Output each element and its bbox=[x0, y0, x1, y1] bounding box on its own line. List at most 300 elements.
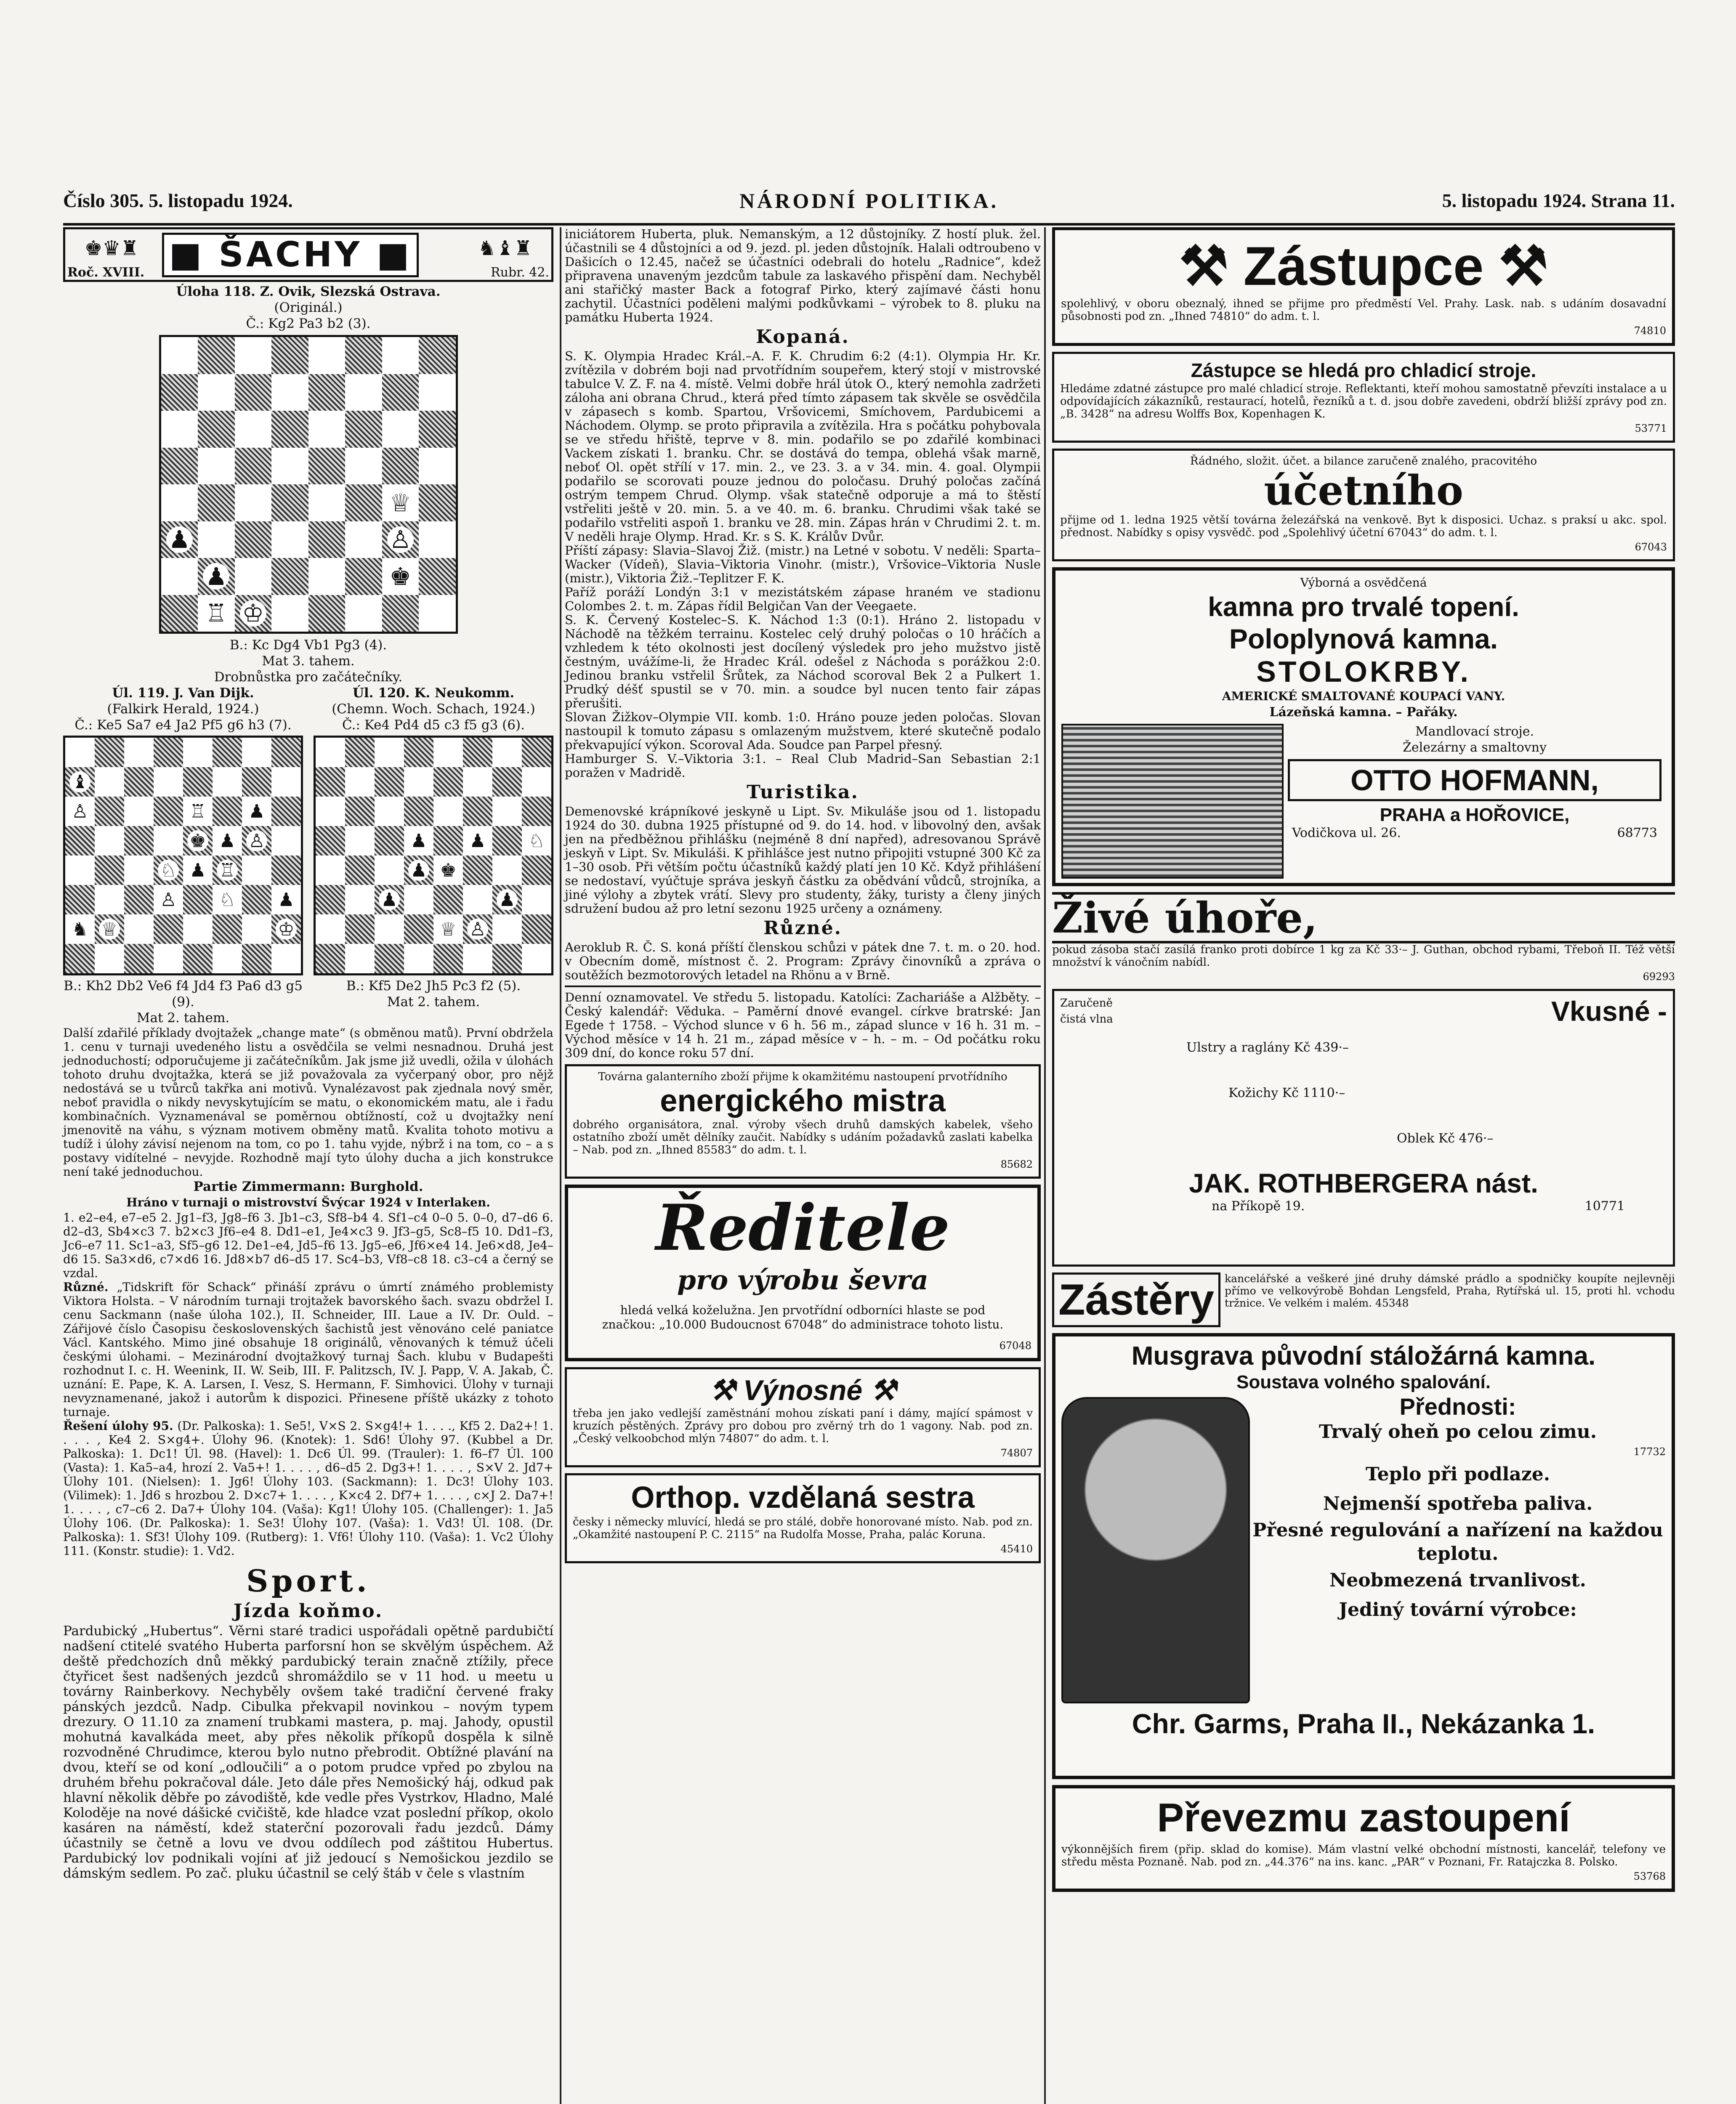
board-square bbox=[154, 767, 183, 797]
ad-eels bbox=[1052, 892, 1675, 985]
ad-accountant-body: přijme od 1. ledna 1925 větší továrna železářská na venkově. Byt k disposici. Uchaz. s praksí u akc. spol. přednost. Nabídky s opisy vysvědč. pod „Spolehlivý účetní 67043“ do adm. t. l. bbox=[1060, 514, 1667, 539]
chess-rubric-header bbox=[63, 227, 553, 282]
game-title: Partie Zimmermann: Burghold. bbox=[193, 1179, 423, 1194]
board-square bbox=[213, 738, 242, 767]
ad-lucrative-title: ⚒ Výnosné ⚒ bbox=[709, 1374, 896, 1406]
ad-stoves-side1: Mandlovací stroje. bbox=[1415, 724, 1534, 739]
board-square bbox=[271, 374, 308, 411]
board-square bbox=[65, 738, 95, 767]
ad-clothing-item3: Oblek Kč 476·– bbox=[1397, 1131, 1494, 1146]
board-square bbox=[242, 767, 271, 797]
board-square bbox=[183, 944, 213, 973]
board-square bbox=[271, 738, 301, 767]
board-square bbox=[404, 885, 433, 914]
football-nachod: S. K. Červený Kostelec–S. K. Náchod 1:3 (0:1). Hráno 2. listopadu v Náchodě na těžkém terrainu. Kostelec celý druhý poločas o 10 hráčích a vzhledem k této okolnosti jest docílený výsledek pro jeho mužstvo jistě čestným, uvážíme-li, že Hradec Král. odešel z Náchoda s porážkou 2:0. Jedinou branku vstřelil Šrůtek, za Náchod scoroval Bek 2 a Pulkert 1. Prudký déšť spustil se v 70. min. a soudce byl nucen tento fair zápas přerušiti. bbox=[565, 613, 1041, 710]
board-square bbox=[492, 797, 522, 826]
board-square bbox=[271, 885, 301, 914]
board-square bbox=[404, 797, 433, 826]
problem-120-white: B.: Kf5 De2 Jh5 Pc3 f2 (5). bbox=[346, 978, 521, 994]
chess-pieces-icon: ♚♛♜ bbox=[84, 236, 139, 260]
problem-119-src: (Falkirk Herald, 1924.) bbox=[107, 701, 259, 717]
chess-intro: Další zdařilé příklady dvojtažek „change mate“ (s obměnou matů). První obdržela 1. cenu v turnaji uvedeného listu a osvědčila se velmi nesnadnou. Druhá jest jednoduchostí; odporučujeme ji začátečníkům. Jak jsme již uvedli, ožila v úlohách tohoto druhu dvojtažka, která se již považovala za vyčerpaný obor, pro nějž nedostává se u tvůrců takřka ani motivů. Vynalézavost pak zjednala nový směr, neboť pravidla o nikdy nevyskytujícím se matu, o ekonomickém matu, ale i řadu kombinačních. Vyznamenával se poměrnou obtížností, což u dvojtažky není jmenovitě na váhu, s význam motivem obměny matů. Kvalita tohoto motivu a tudíž i úlohy závisí nejenom na tom, co po 1. tahu vyjde, nýbrž i na tom, co – a s postavy vidítelné – nevyjde. Rozhodně mají tyto úlohy ducha a jich konstrukce není také jednoduchou. bbox=[63, 1026, 553, 1179]
chess-piece-icon: ♕ bbox=[387, 489, 414, 516]
board-square bbox=[316, 855, 345, 885]
board-square bbox=[419, 484, 456, 521]
board-square bbox=[242, 914, 271, 944]
masthead-title: NÁRODNÍ POLITIKA. bbox=[739, 189, 999, 213]
header-issue: Číslo 305. 5. listopadu 1924. bbox=[63, 190, 293, 211]
chess-piece-icon: ♟ bbox=[497, 889, 518, 910]
tourism-article: Demenovské krápníkové jeskyně u Lipt. Sv. Mikuláše jsou od 1. listopadu 1924 do 30. dubna 1925 přístupné od 9. do 14. hod. v libovolný den, avšak jen na předběžnou přihlášku (nejméně 8 dní napřed), adresovanou Správě jeskyň v Lipt. Sv. Mikuláši. K přihlášce jest nutno připojiti vstupné 300 Kč za 1–30 osob. Při větším počtu účastníků každý platí jen 10 Kč. Když přihlášení se nedostaví, vyúčtuje správa jeskyň částku za obědvání vůdců, strojníka, a jiné výlohy a zbytek vrátí. Slevy pro studenty, žáky, turisty a členy jiných sdružení budou až pro letní sezonu 1925 určeny a oznámeny. bbox=[565, 804, 1041, 916]
problem-120-heading: Úl. 120. K. Neukomm. bbox=[352, 685, 515, 701]
board-square bbox=[161, 595, 198, 632]
problem-118-mate: Mat 3. tahem. bbox=[262, 654, 355, 669]
ad-lucrative-code: 74807 bbox=[1000, 1447, 1033, 1459]
chess-piece-icon: ♟ bbox=[408, 830, 429, 851]
ad-nurse-code: 45410 bbox=[1000, 1543, 1033, 1555]
board-square bbox=[316, 797, 345, 826]
ad-directors-body: hledá velká koželužna. Jen prvotřídní odborníci hlaste se pod značkou: „10.000 Budoucnost 67048“ do administrace tohoto listu. bbox=[602, 1303, 1004, 1331]
board-square bbox=[463, 797, 492, 826]
ad-eels-code: 69293 bbox=[1643, 971, 1675, 983]
chess-piece-icon: ♘ bbox=[526, 830, 547, 851]
board-square bbox=[308, 558, 346, 595]
problem-120 bbox=[314, 685, 553, 1026]
problem-120-src: (Chemn. Woch. Schach, 1924.) bbox=[332, 701, 535, 717]
board-square bbox=[154, 885, 183, 914]
board-square bbox=[242, 855, 271, 885]
board-square bbox=[433, 885, 463, 914]
ad-cooling bbox=[1052, 352, 1675, 443]
chess-piece-icon: ♚ bbox=[438, 860, 459, 881]
board-square bbox=[65, 885, 95, 914]
ad-musgrave-item1: Trvalý oheň po celou zimu. bbox=[1319, 1421, 1597, 1443]
misc-heading: Různé. bbox=[763, 917, 842, 939]
column-chess-sport bbox=[63, 227, 553, 2104]
board-square bbox=[161, 374, 198, 411]
ad-nurse bbox=[565, 1473, 1041, 1563]
chess-piece-icon: ♟ bbox=[246, 801, 267, 822]
board-square bbox=[375, 885, 404, 914]
board-square bbox=[235, 521, 272, 558]
board-square bbox=[95, 855, 124, 885]
board-square bbox=[433, 797, 463, 826]
page-header bbox=[63, 185, 1675, 226]
board-square bbox=[375, 914, 404, 944]
problem-118-heading: Úloha 118. Z. Ovik, Slezská Ostrava. bbox=[176, 284, 441, 299]
board-square bbox=[271, 914, 301, 944]
chess-piece-icon: ♙ bbox=[246, 830, 267, 851]
board-square bbox=[382, 448, 419, 485]
board-square bbox=[492, 738, 522, 767]
board-square bbox=[492, 944, 522, 973]
hubertus-article: Pardubický „Hubertus“. Věrni staré tradici uspořádali opětně pardubičtí nadšení ctitelé svatého Huberta parforsní hon se skvělým úspěchem. Až deště předchozích dnů měkký pardubický terain značně ztížily, přece čtyřicet šest nadšených jezdců shromáždilo se v 11 hod. u meetu u továrny Rainberkovy. Nechyběly ovšem také tradiční červené fraky pánských jezdců. Nadp. Cibulka překvapil novinkou – novým typem drezury. O 11.10 za znamení trubkami mastera, p. maj. Jahody, opustil mohutná kavalkáda meet, aby přes několik příkopů dospěla k silně rozvodněné Chrudimce, kterou bylo nutno přebrodit. Obtížné plavání na dvou, kteří se od koní „odloučili“ a o potom prudce vpřed po zbylou na druhém břehu pokračoval dále. Jeto dále přes Nemošický háj, odkud pak hlavní několik děbře po závodiště, kde vedle přes Vystrkov, Hladno, Malé Koloděje na nové dášické cvičiště, kde hladce vzat poslední příkop, okolo kasáren na náměstí, kdež staterční pozorovali řadu jezdců. Dámy účastnily se četně a lovu ve dvou oddílech pod záštitou Hubertus. Pardubický lov podnikali vojíni ať již jedoucí s Nemošickou jezdilo se dámským sedlem. Po zač. pluku účastnil se celý štáb v čele s vlastním bbox=[63, 1623, 553, 1881]
board-square bbox=[375, 855, 404, 885]
beginners-heading: Drobnůstka pro začátečníky. bbox=[214, 669, 403, 685]
board-square bbox=[492, 855, 522, 885]
board-square bbox=[433, 914, 463, 944]
chess-piece-icon: ♖ bbox=[217, 860, 238, 881]
game-subtitle: Hráno v turnaji o mistrovství Švýcar 1924 v Interlaken. bbox=[126, 1195, 490, 1209]
ad-representative-body: spolehlivý, v oboru obeznalý, ihned se přijme pro předměstí Vel. Prahy. Lask. nab. s udáním dosavadní působnosti pod zn. „Ihned 74810“ do adm. t. l. bbox=[1061, 298, 1666, 323]
board-square bbox=[382, 411, 419, 448]
board-square bbox=[375, 797, 404, 826]
board-square bbox=[433, 826, 463, 855]
chess-piece-icon: ♟ bbox=[276, 889, 297, 910]
board-square bbox=[404, 826, 433, 855]
ad-musgrave-list bbox=[1250, 1393, 1666, 1703]
board-square bbox=[271, 797, 301, 826]
ad-nurse-body: česky i německy mluvící, hledá se pro stálé, dobře honorované místo. Nab. pod zn. „Okamžité nastoupení P. C. 2115“ na Rudolfa Mosse, Praha, palác Koruna. bbox=[573, 1516, 1033, 1541]
board-square bbox=[492, 885, 522, 914]
chess-piece-icon: ♔ bbox=[240, 600, 266, 627]
ad-foreman bbox=[565, 1064, 1041, 1179]
ad-representative-title: ⚒ Zástupce ⚒ bbox=[1179, 235, 1548, 297]
ad-representation-title: Převezmu zastoupení bbox=[1157, 1795, 1570, 1840]
chess-title: ■ ŠACHY ■ bbox=[162, 233, 419, 277]
chess-piece-icon: ♔ bbox=[276, 919, 297, 940]
football-slovan: Slovan Žižkov–Olympie VII. komb. 1:0. Hráno pouze jeden poločas. Slovan nastoupil k tomuto zápasu s omlazeným mužstvem, které skutečně podalo překvapující výkon. Scoroval Ada. Soudce pan Parpel přesný. bbox=[565, 710, 1041, 752]
board-square bbox=[522, 738, 551, 767]
chess-piece-icon: ♚ bbox=[387, 563, 414, 590]
stove-illustration bbox=[1061, 724, 1284, 879]
board-square bbox=[235, 337, 272, 374]
ad-stoves-city: PRAHA a HOŘOVICE, bbox=[1380, 805, 1570, 825]
board-square bbox=[345, 595, 382, 632]
problem-119-mate: Mat 2. tahem. bbox=[136, 1010, 230, 1025]
board-square bbox=[242, 944, 271, 973]
board-square bbox=[161, 558, 198, 595]
ad-foreman-body: dobrého organisátora, znal. výroby všech druhů damských kabelek, všeho ostatního zboží umět dělníky zaučit. Nabídky s udáním požadavků zaslati kabelka – Nab. pod zn. „Ihned 85583“ do adm. t. l. bbox=[573, 1118, 1033, 1156]
chess-piece-icon: ♚ bbox=[187, 830, 208, 851]
board-square bbox=[419, 595, 456, 632]
board-square bbox=[345, 448, 382, 485]
board-square bbox=[433, 767, 463, 797]
ad-musgrave-item3: Nejmenší spotřeba paliva. bbox=[1323, 1493, 1593, 1514]
board-square bbox=[345, 558, 382, 595]
board-square bbox=[183, 885, 213, 914]
ad-accountant-code: 67043 bbox=[1635, 541, 1667, 553]
chessboard-118 bbox=[159, 335, 458, 634]
board-square bbox=[124, 885, 154, 914]
board-square bbox=[419, 521, 456, 558]
ad-representative-code: 74810 bbox=[1634, 325, 1666, 337]
board-square bbox=[95, 797, 124, 826]
chess-piece-icon: ♟ bbox=[217, 830, 238, 851]
ad-foreman-top: Továrna galanterního zboží přijme k okamžitému nastoupení prvotřídního bbox=[598, 1071, 1008, 1083]
board-square bbox=[271, 595, 308, 632]
board-square bbox=[419, 448, 456, 485]
ad-representation-code: 53768 bbox=[1633, 1870, 1666, 1882]
board-square bbox=[124, 826, 154, 855]
board-square bbox=[198, 374, 235, 411]
board-square bbox=[316, 738, 345, 767]
board-square bbox=[183, 914, 213, 944]
board-square bbox=[183, 797, 213, 826]
board-square bbox=[183, 855, 213, 885]
board-square bbox=[271, 558, 308, 595]
ad-stoves-title2: Poloplynová kamna. bbox=[1229, 623, 1498, 654]
board-square bbox=[242, 738, 271, 767]
board-square bbox=[345, 797, 375, 826]
board-square bbox=[308, 484, 346, 521]
board-square bbox=[271, 855, 301, 885]
board-square bbox=[382, 595, 419, 632]
board-square bbox=[433, 855, 463, 885]
board-square bbox=[154, 826, 183, 855]
board-square bbox=[308, 337, 346, 374]
board-square bbox=[375, 944, 404, 973]
board-square bbox=[463, 855, 492, 885]
board-square bbox=[124, 855, 154, 885]
board-square bbox=[433, 738, 463, 767]
ad-aprons-body: kancelářské a veškeré jiné druhy dámské prádlo a spodničky koupíte nejlevněji přímo ve velkovýrobě Bohdan Lengsfeld, Praha, Rytířská ul. 15, proti hl. vchodu tržnice. Ve velkém i malém. 45348 bbox=[1225, 1272, 1675, 1309]
chess-piece-icon: ♖ bbox=[203, 600, 229, 627]
board-square bbox=[463, 826, 492, 855]
ad-stoves-sub: AMERICKÉ SMALTOVANÉ KOUPACÍ VANY. bbox=[1222, 689, 1505, 703]
board-square bbox=[522, 914, 551, 944]
ad-clothing-addr: na Příkopě 19. 10771 bbox=[1212, 1199, 1625, 1214]
problem-119 bbox=[63, 685, 303, 1026]
board-square bbox=[198, 558, 235, 595]
volume-label: Roč. XVIII. bbox=[67, 265, 145, 280]
board-square bbox=[316, 826, 345, 855]
board-square bbox=[419, 374, 456, 411]
column-ads bbox=[1052, 227, 1675, 2104]
chess-piece-icon: ♟ bbox=[187, 860, 208, 881]
board-square bbox=[161, 484, 198, 521]
board-square bbox=[345, 855, 375, 885]
board-square bbox=[316, 914, 345, 944]
ad-stoves bbox=[1052, 567, 1675, 886]
board-square bbox=[271, 411, 308, 448]
ad-eels-title: Živé úhoře, bbox=[1052, 892, 1675, 943]
board-square bbox=[382, 521, 419, 558]
board-square bbox=[345, 885, 375, 914]
ad-directors bbox=[565, 1185, 1041, 1361]
football-olympia: S. K. Olympia Hradec Král.–A. F. K. Chrudim 6:2 (4:1). Olympia Hr. Kr. zvítězila v dobrém boji nad prvotřídním soupeřem, který stojí v mistrovské tabulce V. Z. F. na 4. místě. Velmi dobře hrál útok O., který nemohla zadržeti záloha ani obrana Chrud., která před tímto zápasem tak skvěle se osvědčila v zápasech s komb. Spartou, Vršovicemi, Smíchovem, Pardubicemi a Náchodem. Olymp. se proto připravila a zvítězila. Hra s počátku pohybovala se ve středu hřiště, teprve v 8. min. podařilo se po zdařilé kombinaci Vackem získati 1. branku. Chr. se dostává do tempa, oblehá však marně, neboť Ol. opět střílí v 17. min. 2., ve 23. 3. a v 34. min. 4. goal. Olympii podařilo se scorovati pouze jednou do poločasu. Druhý poločas začíná ostrým tempem Chrud. Olymp. však statečně odporuje a má to štěstí vstřeliti ještě v 20. min. 5. a ve 40. m. 6. branku. Chrudimi však také se podařilo vstřeliti aspoň 1. branku ve 28. min. Zápas hrán v Chrudimi 2. t. m. V neděli hraje Olymp. Hrad. Kr. s S. K. Králův Dvůr. bbox=[565, 349, 1041, 544]
board-square bbox=[404, 914, 433, 944]
ad-stoves-title1: kamna pro trvalé topení. bbox=[1208, 592, 1519, 622]
board-square bbox=[161, 521, 198, 558]
sport-heading: Sport. bbox=[246, 1563, 370, 1599]
board-square bbox=[198, 337, 235, 374]
chess-piece-icon: ♙ bbox=[158, 889, 179, 910]
board-square bbox=[271, 448, 308, 485]
ad-stoves-side2: Železárny a smaltovny bbox=[1403, 740, 1547, 755]
board-square bbox=[345, 411, 382, 448]
board-square bbox=[213, 885, 242, 914]
board-square bbox=[154, 738, 183, 767]
board-square bbox=[198, 521, 235, 558]
chessboard-120 bbox=[314, 736, 553, 975]
ad-clothing-title: Vkusné - bbox=[1551, 996, 1667, 1027]
board-square bbox=[124, 914, 154, 944]
board-square bbox=[375, 767, 404, 797]
board-square bbox=[316, 944, 345, 973]
board-square bbox=[124, 944, 154, 973]
board-square bbox=[345, 826, 375, 855]
chess-piece-icon: ♟ bbox=[203, 563, 229, 590]
problem-118-orig: (Originál.) bbox=[274, 300, 343, 315]
board-square bbox=[154, 797, 183, 826]
ad-accountant-top: Řádného, složit. účet. a bilance zaručeně znalého, pracovitého bbox=[1190, 455, 1537, 468]
board-square bbox=[213, 944, 242, 973]
board-square bbox=[404, 738, 433, 767]
board-square bbox=[404, 944, 433, 973]
board-square bbox=[419, 411, 456, 448]
ad-musgrave-item5: Neobmezená trvanlivost. bbox=[1329, 1570, 1586, 1591]
ad-representative bbox=[1052, 227, 1675, 346]
football-paris: Paříž poráží Londýn 3:1 v mezistátském zápase hraném ve stadionu Colombes 2. t. m. Zápas řídil Belgičan Van der Veegaete. bbox=[565, 585, 1041, 613]
board-square bbox=[382, 558, 419, 595]
ad-nurse-title: Orthop. vzdělaná sestra bbox=[631, 1481, 975, 1514]
board-square bbox=[492, 767, 522, 797]
board-square bbox=[161, 337, 198, 374]
chess-misc-text: „Tidskrift för Schack“ přináší zprávu o úmrtí známého problemisty Viktora Holsta. – V národním turnaji trojtažek bavorského šach. svazu obdržel I. cenu Sackmann (naše úloha 102.), II. Schneider, III. Laue a IV. Dr. Ould. – Zářijové číslo Časopisu československých šachistů jest věnováno celé paniatce Václ. Kantského. Mimo jiné obsahuje 18 originálů, věnovaných k témuž účeli českými úlohami. – Mezinárodní dvojtažkový turnaj Šach. klubu v Budapešti rozhodnut I. c. H. Weenink, II. W. Seib, III. F. Palitzsch, IV. J. Papp, V. A. Jakab, Č. uznání: E. Pape, K. A. Larsen, I. Vesz, S. Hermann, F. Simhovici. Úlohy v turnaji nevyznamenané, jakož i autorům k dispozici. Přinesene příště ukázky z tohoto turnaje. bbox=[63, 1280, 554, 1419]
board-square bbox=[522, 885, 551, 914]
ad-cooling-body: Hledáme zdatné zástupce pro malé chladicí stroje. Reflektanti, kteří mohou samostatně převzíti instalace a u odpovídajících zákazníků, restaurací, hotelů, řezníků a t. d. jsou dobře zavedeni, obdrží bližší zprávy pod zn. „B. 3428“ na adresu Wolffs Box, Kopenhagen K. bbox=[1060, 383, 1667, 420]
chess-piece-icon: ♟ bbox=[408, 860, 429, 881]
board-square bbox=[65, 767, 95, 797]
rubric-number: Rubr. 42. bbox=[491, 265, 549, 280]
board-square bbox=[522, 826, 551, 855]
board-square bbox=[308, 374, 346, 411]
board-square bbox=[154, 944, 183, 973]
chess-solutions bbox=[63, 1419, 553, 1558]
ad-clothing-item1: Ulstry a raglány Kč 439·– bbox=[1186, 1040, 1349, 1055]
chess-piece-icon: ♟ bbox=[379, 889, 400, 910]
board-square bbox=[345, 484, 382, 521]
board-square bbox=[522, 797, 551, 826]
board-square bbox=[95, 914, 124, 944]
board-square bbox=[345, 521, 382, 558]
chess-piece-icon: ♙ bbox=[69, 801, 90, 822]
ad-directors-code: 67048 bbox=[999, 1340, 1031, 1352]
board-square bbox=[213, 855, 242, 885]
board-square bbox=[463, 767, 492, 797]
board-square bbox=[308, 448, 346, 485]
ad-foreman-code: 85682 bbox=[1000, 1158, 1033, 1170]
football-upcoming: Příští zápasy: Slavia–Slavoj Žiž. (mistr.) na Letné v sobotu. V neděli: Sparta–Wacker (Vídeň), Slavia–Viktoria Vinohr. (mistr.), Vršovice–Viktoria Nusle (mistr.), Viktoria Žiž.–Teplitzer F. K. bbox=[565, 543, 1041, 585]
ad-musgrave-title: Musgrava původní stáložárná kamna. bbox=[1131, 1342, 1596, 1371]
board-square bbox=[308, 521, 346, 558]
board-square bbox=[161, 411, 198, 448]
board-square bbox=[271, 767, 301, 797]
chess-piece-icon: ♕ bbox=[99, 919, 120, 940]
board-square bbox=[183, 767, 213, 797]
chess-piece-icon: ♕ bbox=[438, 919, 459, 940]
board-square bbox=[124, 767, 154, 797]
ad-musgrave bbox=[1052, 1333, 1675, 1779]
problem-118-black: Č.: Kg2 Pa3 b2 (3). bbox=[246, 316, 371, 331]
board-square bbox=[65, 914, 95, 944]
ad-clothing-head bbox=[1060, 995, 1667, 1027]
board-square bbox=[345, 374, 382, 411]
board-square bbox=[345, 944, 375, 973]
board-square bbox=[213, 797, 242, 826]
board-square bbox=[522, 767, 551, 797]
ad-musgrave-code: 17732 bbox=[1633, 1446, 1666, 1458]
board-square bbox=[382, 484, 419, 521]
football-heading: Kopaná. bbox=[756, 326, 850, 348]
problem-120-black: Č.: Ke4 Pd4 d5 c3 f5 g3 (6). bbox=[342, 717, 525, 733]
ad-accountant bbox=[1052, 449, 1675, 561]
ad-representation bbox=[1052, 1785, 1675, 1892]
ad-lucrative-body: třeba jen jako vedlejší zaměstnání mohou získati paní i dámy, mající spámost v kruzích pěstěných. Zprávy pro dobou pro zvěrný trh do 1 vagony. Nab. pod zn. „Český velkoobchod mlýn 74807“ do adm. t. l. bbox=[573, 1407, 1033, 1445]
board-square bbox=[95, 944, 124, 973]
board-square bbox=[124, 738, 154, 767]
chess-piece-icon: ♝ bbox=[69, 771, 90, 792]
board-square bbox=[433, 944, 463, 973]
problem-119-heading: Úl. 119. J. Van Dijk. bbox=[112, 685, 254, 701]
equestrian-heading: Jízda koňmo. bbox=[233, 1600, 383, 1622]
board-square bbox=[95, 885, 124, 914]
daily-calendar: Denní oznamovatel. Ve středu 5. listopadu. Katolíci: Zachariáše a Alžběty. – Český kalendář: Věduka. – Paměrní dnové evangel. církve bratrské: Jan Egede † 1758. – Východ slunce v 6 h. 56 m., západ slunce v 16 h. 31 m. – Východ měsíce v 14 h. 21 m., západ měsíce v – h. – m. – Od počátku roku 309 dní, do konce roku 57 dní. bbox=[565, 990, 1041, 1060]
ad-aprons-title: Zástěry bbox=[1052, 1272, 1220, 1327]
board-square bbox=[316, 767, 345, 797]
ad-stoves-firm bbox=[1284, 724, 1666, 879]
board-square bbox=[271, 521, 308, 558]
ad-stoves-body bbox=[1061, 724, 1666, 879]
board-square bbox=[242, 826, 271, 855]
board-square bbox=[235, 374, 272, 411]
board-square bbox=[345, 767, 375, 797]
chess-piece-icon: ♙ bbox=[467, 919, 488, 940]
ad-musgrave-body bbox=[1061, 1393, 1666, 1703]
chess-piece-icon: ♟ bbox=[166, 526, 193, 553]
board-square bbox=[308, 411, 346, 448]
divider bbox=[565, 986, 1041, 987]
hubertus-continued: iniciátorem Huberta, pluk. Nemanským, a 12 důstojníky. Z hostí pluk. žel. účastnili se 4 důstojníci a od 9. jezd. pl. jeden důstojník. Halali odtroubeno v Dašicích o 12.45, načež se účastníci odebrali do hotelu „Radnice“, kdež připravena unaveným jezdcům tabule za laskavého přispění dam. Nechyběl ani stařičký master Back a fotograf Pirko, který zajímavé části honu zachytil. Účastníci poděleni malými podkůvkami – výrobek to 8. pluku na památku Huberta 1924. bbox=[565, 227, 1041, 324]
ad-representation-body: výkonnějších firem (přip. sklad do komise). Mám vlastní velké obchodní místnosti, kancelář, telefony ve středu města Poznaně. Nab. pod zn. „44.376“ na ins. kanc. „PAR“ v Poznani, Fr. Ratajczka 8. Polsko. bbox=[1061, 1843, 1666, 1868]
board-square bbox=[345, 337, 382, 374]
board-square bbox=[235, 595, 272, 632]
board-square bbox=[492, 914, 522, 944]
board-square bbox=[198, 595, 235, 632]
board-square bbox=[65, 826, 95, 855]
ad-stoves-address: Vodičkova ul. 26. 68773 bbox=[1292, 826, 1657, 840]
chess-misc-title: Různé. bbox=[63, 1280, 109, 1294]
board-square bbox=[463, 944, 492, 973]
board-square bbox=[198, 411, 235, 448]
football-hamburg: Hamburger S. V.–Viktoria 3:1. – Real Club Madrid–San Sebastian 2:1 poražen v Madridě. bbox=[565, 752, 1041, 780]
problem-120-mate: Mat 2. tahem. bbox=[387, 994, 480, 1009]
board-square bbox=[65, 855, 95, 885]
ad-musgrave-firm: Chr. Garms, Praha II., Nekázanka 1. bbox=[1132, 1708, 1595, 1739]
ad-lucrative bbox=[565, 1367, 1041, 1467]
ad-stoves-top: Výborná a osvědčená bbox=[1300, 576, 1427, 590]
board-square bbox=[65, 944, 95, 973]
board-square bbox=[198, 484, 235, 521]
board-square bbox=[213, 767, 242, 797]
board-square bbox=[213, 914, 242, 944]
ad-directors-subtitle: pro výrobu ševra bbox=[677, 1265, 928, 1296]
ad-musgrave-item4: Přesné regulování a nařízení na každou teplotu. bbox=[1252, 1520, 1663, 1565]
board-square bbox=[124, 797, 154, 826]
ad-clothing-firm: JAK. ROTHBERGERA nást. bbox=[1189, 1168, 1538, 1198]
chess-misc bbox=[63, 1280, 553, 1419]
board-square bbox=[308, 595, 346, 632]
board-square bbox=[154, 855, 183, 885]
chess-piece-icon: ♙ bbox=[387, 526, 414, 553]
board-square bbox=[242, 797, 271, 826]
chess-piece-icon: ♘ bbox=[158, 860, 179, 881]
ad-accountant-title: účetního bbox=[1264, 467, 1463, 514]
board-square bbox=[154, 914, 183, 944]
chess-pieces-icon: ♞♝♜ bbox=[478, 236, 532, 260]
chessboard-119 bbox=[63, 736, 303, 975]
